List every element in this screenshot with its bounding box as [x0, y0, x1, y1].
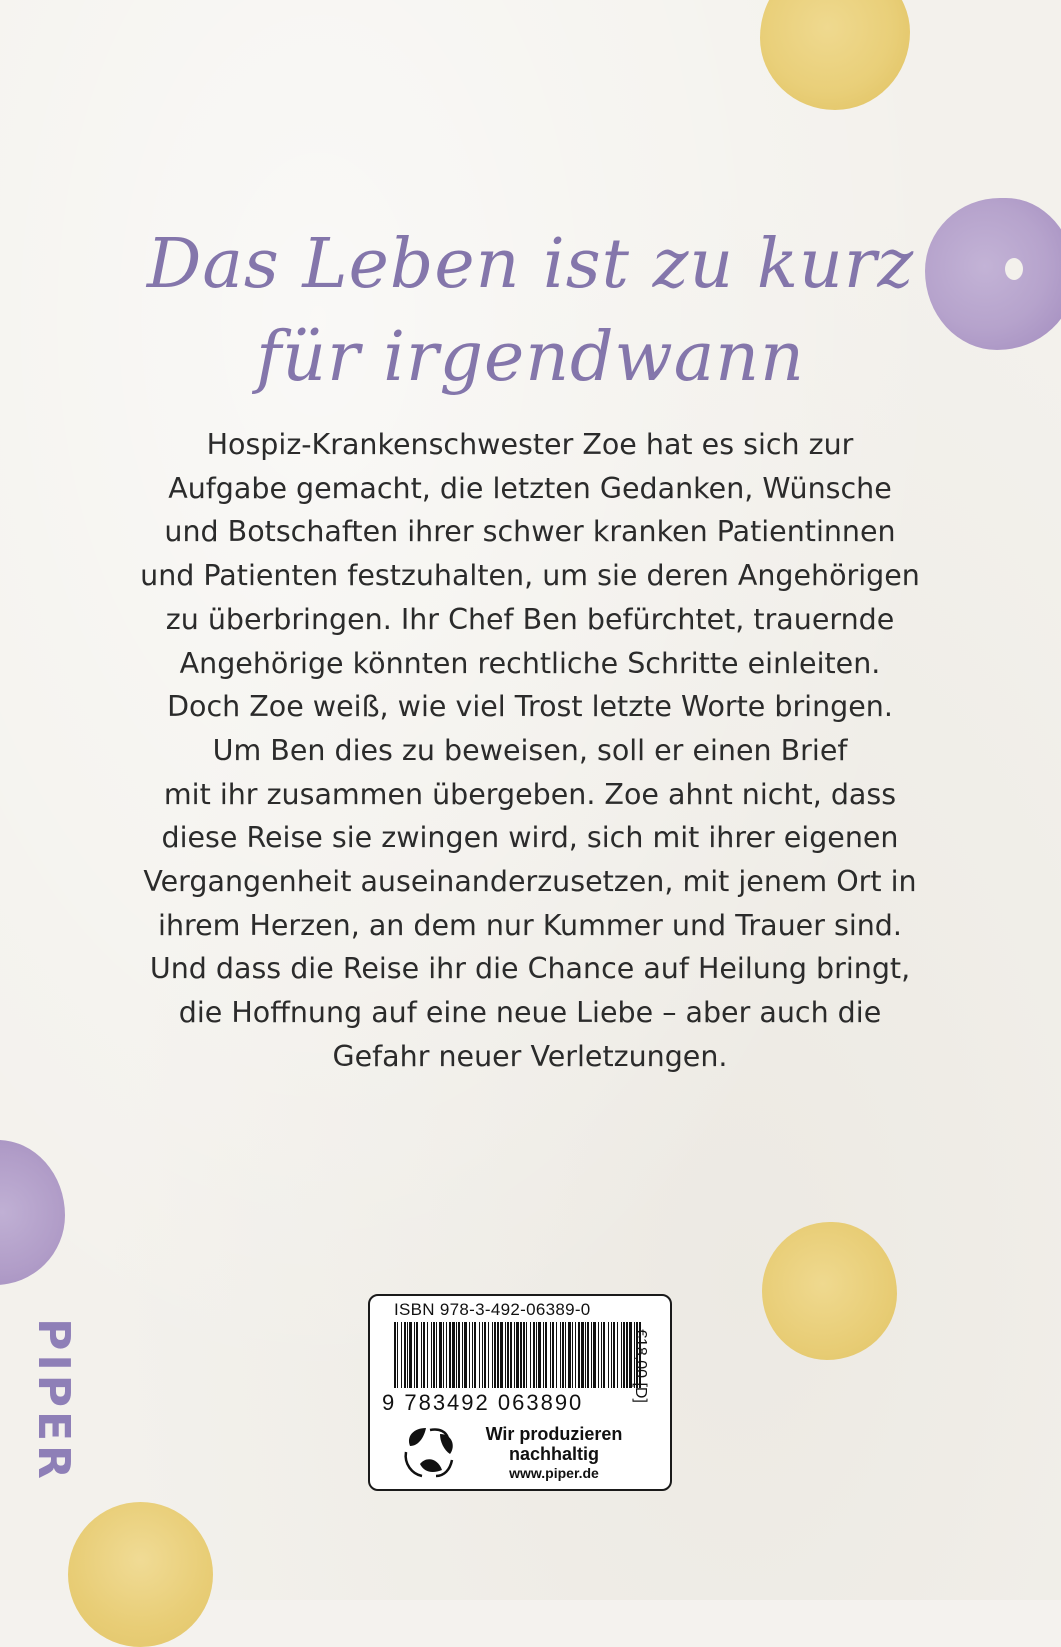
blurb-line: Aufgabe gemacht, die letzten Gedanken, Wünsche: [168, 471, 892, 505]
blurb-line: mit ihr zusammen übergeben. Zoe ahnt nicht, dass: [163, 777, 897, 811]
publisher-logo-text: PIPER: [27, 1317, 79, 1483]
blurb-line: Vergangenheit auseinanderzusetzen, mit jenem Ort in: [143, 865, 917, 899]
blurb-line: Hospiz-Krankenschwester Zoe hat es sich zur: [206, 428, 854, 461]
eco-badge: [392, 1424, 644, 1480]
blurb-line: Angehörige könnten rechtliche Schritte einleiten.: [179, 646, 881, 680]
blurb-line: ihrem Herzen, an dem nur Kummer und Trauer sind.: [158, 908, 902, 942]
yellow-watercolor-dot: [68, 1502, 213, 1647]
price-text: €18,00 [D]: [632, 1329, 650, 1403]
headline-line-2: für irgendwann: [256, 318, 805, 397]
blurb-line: und Patienten festzuhalten, um sie deren Angehörigen: [140, 559, 920, 593]
isbn-text: ISBN 978-3-492-06389-0: [394, 1300, 591, 1319]
blurb-line: die Hoffnung auf eine neue Liebe – aber auch die: [178, 996, 882, 1030]
eco-url: www.piper.de: [509, 1465, 599, 1481]
price-label: [625, 1316, 655, 1416]
blurb-line: Und dass die Reise ihr die Chance auf Heilung bringt,: [149, 952, 911, 986]
blurb-line: Doch Zoe weiß, wie viel Trost letzte Worte bringen.: [167, 690, 893, 724]
blurb-line: Um Ben dies zu beweisen, soll er einen Brief: [212, 733, 848, 767]
blurb-line: und Botschaften ihrer schwer kranken Patientinnen: [164, 515, 896, 549]
leaf-cycle-icon: [396, 1424, 460, 1480]
eco-text-line-2: nachhaltig: [508, 1444, 599, 1464]
yellow-watercolor-dot: [762, 1222, 897, 1360]
blurb-line: Gefahr neuer Verletzungen.: [332, 1039, 728, 1073]
headline-line-1: Das Leben ist zu kurz: [146, 225, 915, 304]
barcode-label: [368, 1294, 672, 1491]
publisher-logo: [29, 1305, 77, 1495]
barcode-icon: [394, 1322, 642, 1388]
blurb-line: diese Reise sie zwingen wird, sich mit ihrer eigenen: [161, 821, 899, 855]
blurb-text: [130, 423, 930, 1079]
ean-digits: 9 783492 063890: [382, 1390, 584, 1415]
eco-text-line-1: Wir produzieren: [485, 1424, 623, 1444]
blurb-line: zu überbringen. Ihr Chef Ben befürchtet, trauernde: [165, 602, 895, 636]
